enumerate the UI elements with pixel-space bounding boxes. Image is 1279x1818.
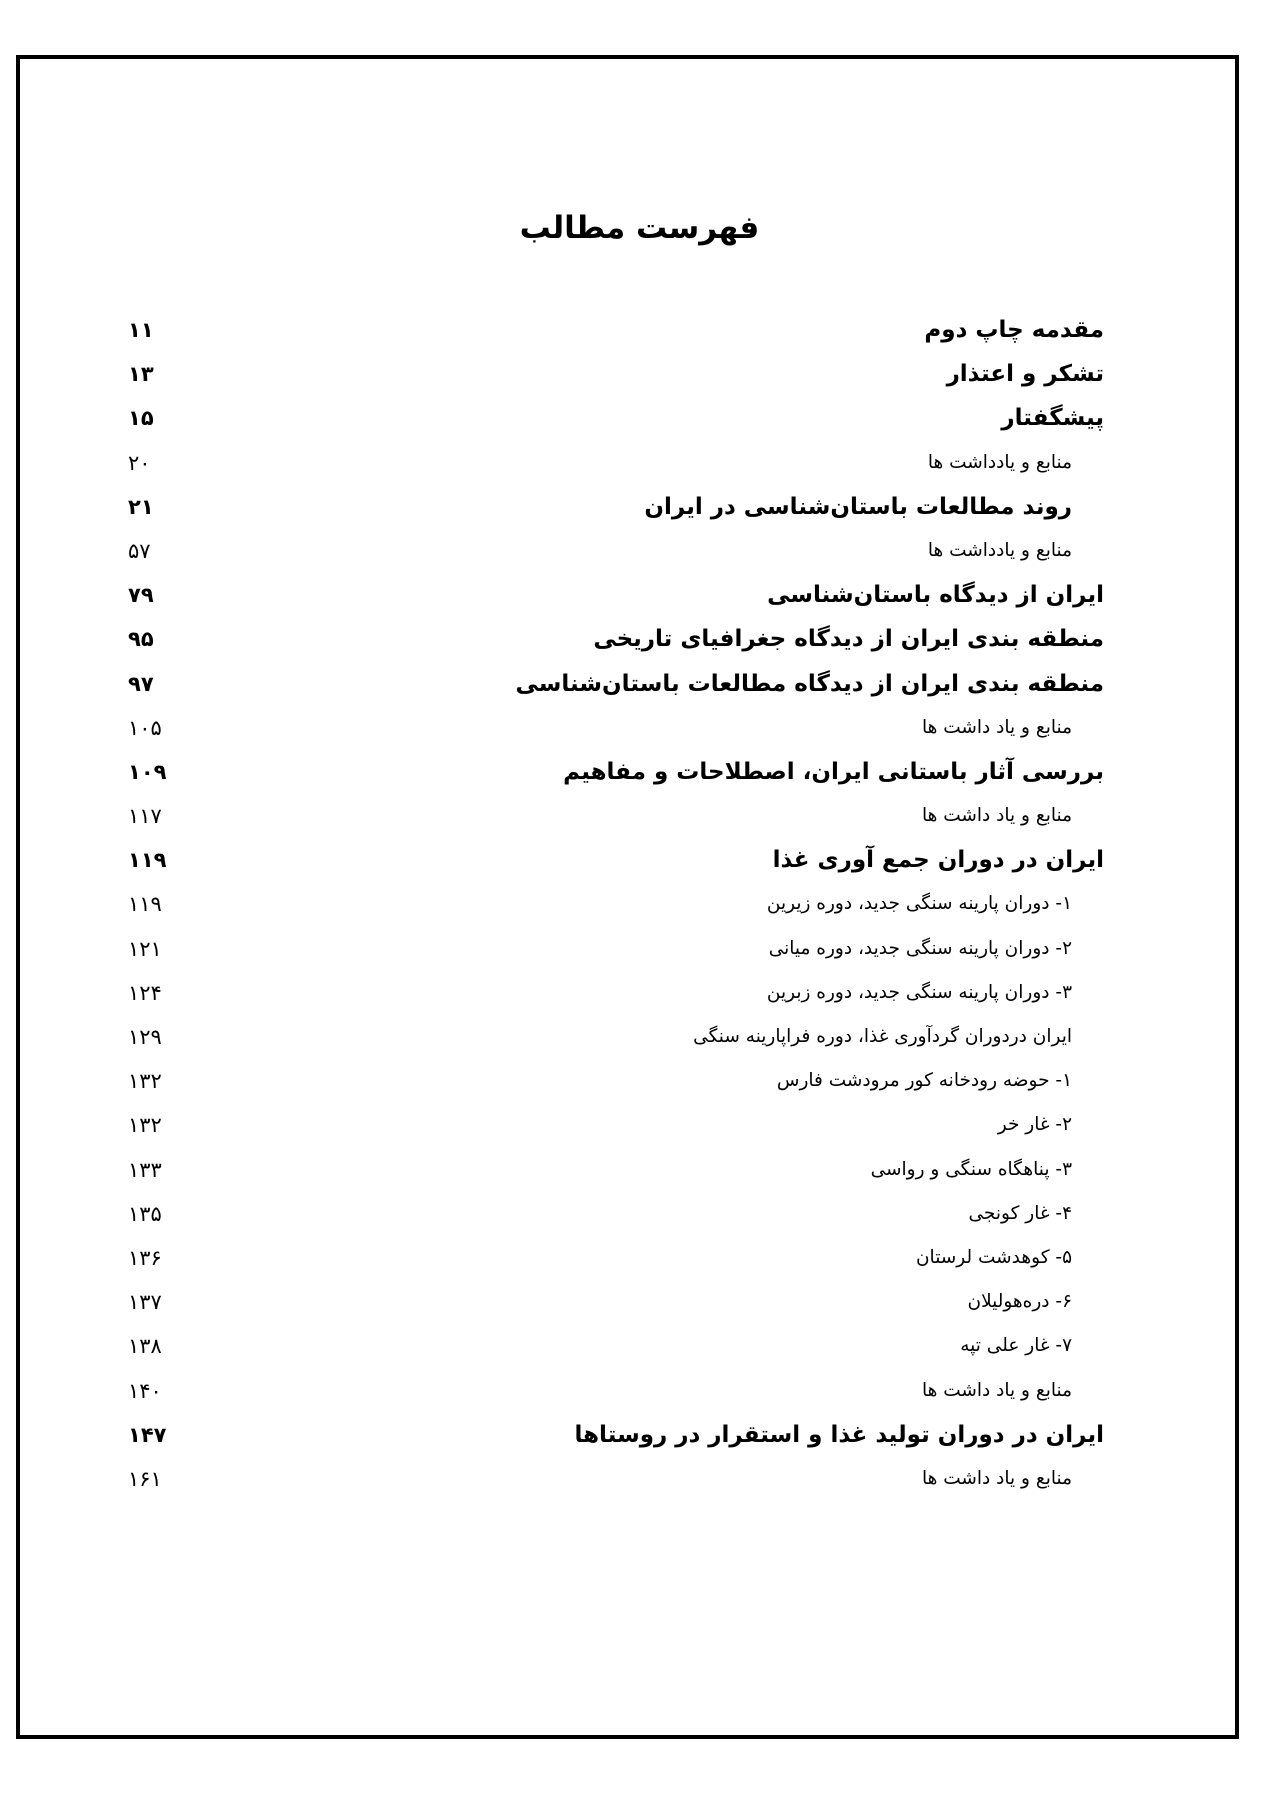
toc-entry-page-number: ۱۲۱ (128, 936, 162, 961)
toc-entry-title: ایران در دوران جمع آوری غذا (772, 847, 1104, 874)
toc-entry-page-number: ۷۹ (128, 583, 154, 608)
toc-entry-page-number: ۱۳۶ (128, 1245, 162, 1270)
toc-entry-title: منابع و یادداشت ها (927, 451, 1072, 473)
toc-entry[interactable] (0, 485, 1279, 529)
toc-entry[interactable] (0, 927, 1279, 971)
table-of-contents (0, 308, 1279, 1501)
toc-entry-title: ۶- دره‌هولیلان (967, 1291, 1072, 1313)
toc-entry[interactable] (0, 1015, 1279, 1059)
toc-entry-title: تشکر و اعتذار (946, 361, 1104, 388)
toc-entry-page-number: ۱۱۹ (128, 892, 162, 917)
toc-entry-title: ایران دردوران گردآوری غذا، دوره فراپارینه سنگی (693, 1026, 1072, 1047)
toc-entry-page-number: ۱۳۵ (128, 1201, 162, 1226)
toc-entry-title: ۳- پناهگاه سنگی و رواسی (870, 1158, 1072, 1180)
toc-entry[interactable] (0, 529, 1279, 573)
toc-entry[interactable] (0, 352, 1279, 396)
toc-entry-page-number: ۱۲۹ (128, 1025, 162, 1049)
toc-entry-title: منابع و یاد داشت ها (921, 805, 1072, 827)
toc-entry-page-number: ۱۰۵ (128, 715, 162, 740)
toc-entry-page-number: ۱۲۴ (128, 980, 162, 1005)
toc-entry-page-number: ۱۰۹ (128, 759, 167, 784)
toc-entry-title: منابع و یاد داشت ها (921, 1467, 1072, 1489)
toc-entry[interactable] (0, 1059, 1279, 1103)
toc-entry-page-number: ۱۳۸ (128, 1334, 162, 1359)
toc-entry-title: منابع و یاد داشت ها (921, 716, 1072, 738)
toc-entry-page-number: ۱۱۷ (128, 804, 162, 829)
toc-entry-title: ایران در دوران تولید غذا و استقرار در روستاها (574, 1421, 1104, 1448)
toc-entry[interactable] (0, 662, 1279, 706)
toc-entry-page-number: ۱۳۲ (128, 1113, 162, 1138)
toc-entry-title: ۲- دوران پارینه سنگی جدید، دوره میانی (768, 937, 1072, 959)
toc-entry-page-number: ۵۷ (128, 538, 151, 563)
toc-entry-page-number: ۲۱ (128, 494, 154, 519)
toc-entry[interactable] (0, 1369, 1279, 1413)
toc-entry-title: مقدمه چاپ دوم (924, 317, 1104, 343)
toc-entry[interactable] (0, 441, 1279, 485)
toc-entry-page-number: ۱۱۹ (128, 848, 167, 873)
toc-entry-page-number: ۱۳ (128, 362, 154, 387)
toc-entry-title: روند مطالعات باستان‌شناسی در ایران (644, 493, 1072, 520)
toc-entry[interactable] (0, 882, 1279, 926)
toc-entry-page-number: ۱۳۷ (128, 1290, 162, 1315)
toc-entry-page-number: ۱۴۷ (128, 1422, 167, 1447)
toc-entry[interactable] (0, 706, 1279, 750)
toc-entry[interactable] (0, 750, 1279, 794)
toc-entry-title: منطقه بندی ایران از دیدگاه مطالعات باستان‌شناسی (515, 670, 1104, 697)
toc-entry-title: ۳- دوران پارینه سنگی جدید، دوره زبرین (766, 981, 1072, 1003)
toc-entry[interactable] (0, 1192, 1279, 1236)
toc-entry-page-number: ۱۴۰ (128, 1378, 162, 1403)
toc-entry[interactable] (0, 794, 1279, 838)
toc-entry-title: پیشگفتار (1001, 405, 1104, 432)
toc-entry-page-number: ۱۱ (128, 318, 154, 342)
toc-entry-page-number: ۱۳۲ (128, 1069, 162, 1094)
toc-entry[interactable] (0, 838, 1279, 882)
toc-entry[interactable] (0, 1324, 1279, 1368)
toc-entry-title: ۴- غار کونجی (968, 1202, 1072, 1224)
toc-entry[interactable] (0, 1280, 1279, 1324)
toc-entry[interactable] (0, 1413, 1279, 1457)
toc-entry[interactable] (0, 1148, 1279, 1192)
toc-entry[interactable] (0, 1457, 1279, 1501)
toc-entry-page-number: ۱۵ (128, 406, 154, 431)
toc-entry-title: ۱- حوضه رودخانه کور مرودشت فارس (776, 1070, 1072, 1092)
toc-entry[interactable] (0, 971, 1279, 1015)
toc-entry-title: ۲- غار خر (997, 1114, 1072, 1136)
toc-entry[interactable] (0, 1103, 1279, 1147)
toc-entry-title: ایران از دیدگاه باستان‌شناسی (767, 582, 1104, 609)
toc-entry-page-number: ۲۰ (128, 450, 151, 475)
toc-entry-title: ۵- کوهدشت لرستان (915, 1246, 1072, 1268)
toc-entry-page-number: ۹۵ (128, 627, 154, 652)
toc-entry-page-number: ۱۶۱ (128, 1466, 162, 1491)
toc-entry[interactable] (0, 573, 1279, 617)
toc-entry-title: ۷- غار علی تپه (960, 1335, 1072, 1357)
toc-entry-title: بررسی آثار باستانی ایران، اصطلاحات و مفاهیم (563, 758, 1104, 785)
toc-entry-page-number: ۱۳۳ (128, 1157, 162, 1182)
toc-entry-title: منطقه بندی ایران از دیدگاه جغرافیای تاریخی (593, 626, 1104, 653)
toc-entry[interactable] (0, 1236, 1279, 1280)
page-title: فهرست مطالب (519, 210, 760, 246)
toc-entry-page-number: ۹۷ (128, 671, 154, 696)
toc-entry-title: منابع و یاد داشت ها (921, 1379, 1072, 1401)
toc-entry[interactable] (0, 308, 1279, 352)
toc-entry[interactable] (0, 617, 1279, 661)
toc-entry-title: منابع و یادداشت ها (927, 539, 1072, 561)
toc-entry-title: ۱- دوران پارینه سنگی جدید، دوره زیرین (766, 893, 1072, 915)
toc-entry[interactable] (0, 396, 1279, 440)
